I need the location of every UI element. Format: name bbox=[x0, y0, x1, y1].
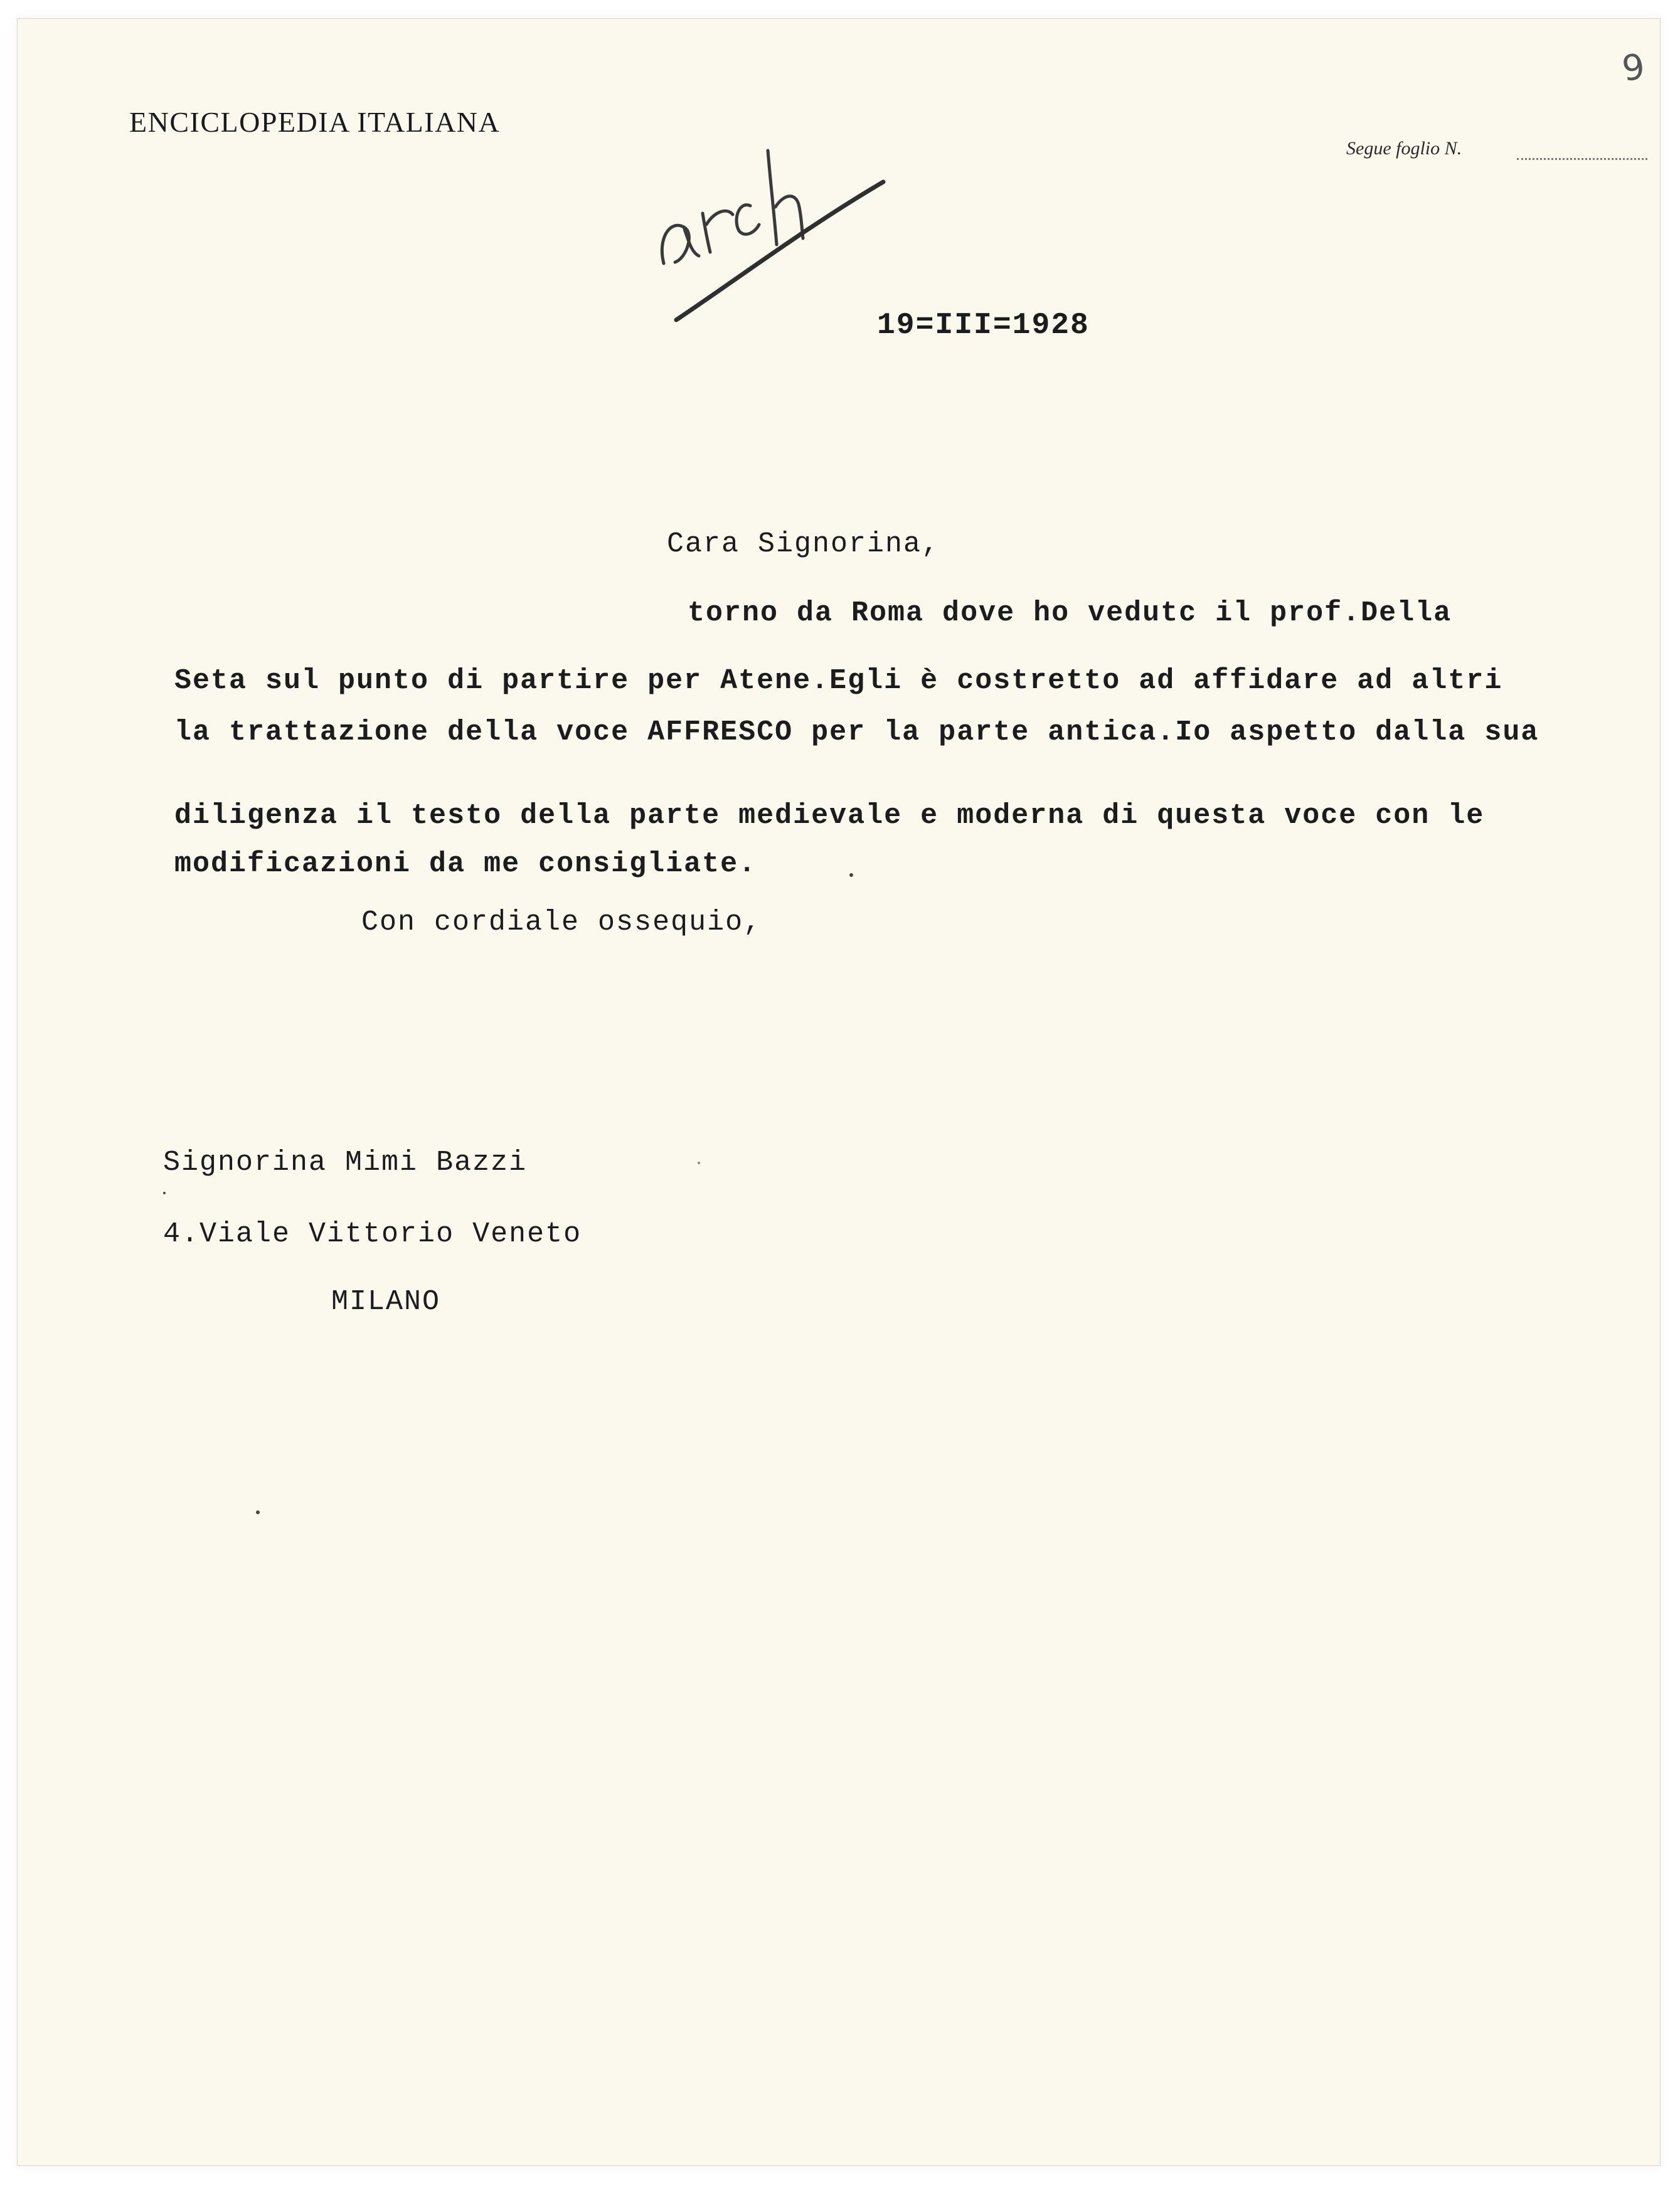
body-line: modificazioni da me consigliate. bbox=[174, 848, 757, 880]
recipient-street: 4.Viale Vittorio Veneto bbox=[163, 1218, 582, 1250]
page-number: 9 bbox=[1619, 46, 1647, 90]
body-line: la trattazione della voce AFFRESCO per la parte antica.Io aspetto dalla sua bbox=[174, 716, 1539, 748]
letter-closing: Con cordiale ossequio, bbox=[361, 906, 762, 938]
segue-foglio-dotted-line bbox=[1517, 158, 1647, 160]
body-line: torno da Roma dove ho vedutc il prof.Della bbox=[688, 597, 1452, 629]
letterhead-title: ENCICLOPEDIA ITALIANA bbox=[129, 106, 501, 138]
letter-date: 19=III=1928 bbox=[877, 309, 1090, 342]
segue-foglio-label: Segue foglio N. bbox=[1346, 138, 1462, 159]
letter-salutation: Cara Signorina, bbox=[667, 528, 940, 560]
handwritten-annotation bbox=[645, 113, 908, 339]
recipient-city: MILANO bbox=[331, 1286, 441, 1318]
body-line: diligenza il testo della parte medievale e moderna di questa voce con le bbox=[174, 800, 1485, 832]
body-line: Seta sul punto di partire per Atene.Egli è costretto ad affidare ad altri bbox=[174, 665, 1503, 697]
letter-sheet bbox=[18, 19, 1660, 2165]
recipient-name: Signorina Mimi Bazzi bbox=[163, 1147, 528, 1179]
